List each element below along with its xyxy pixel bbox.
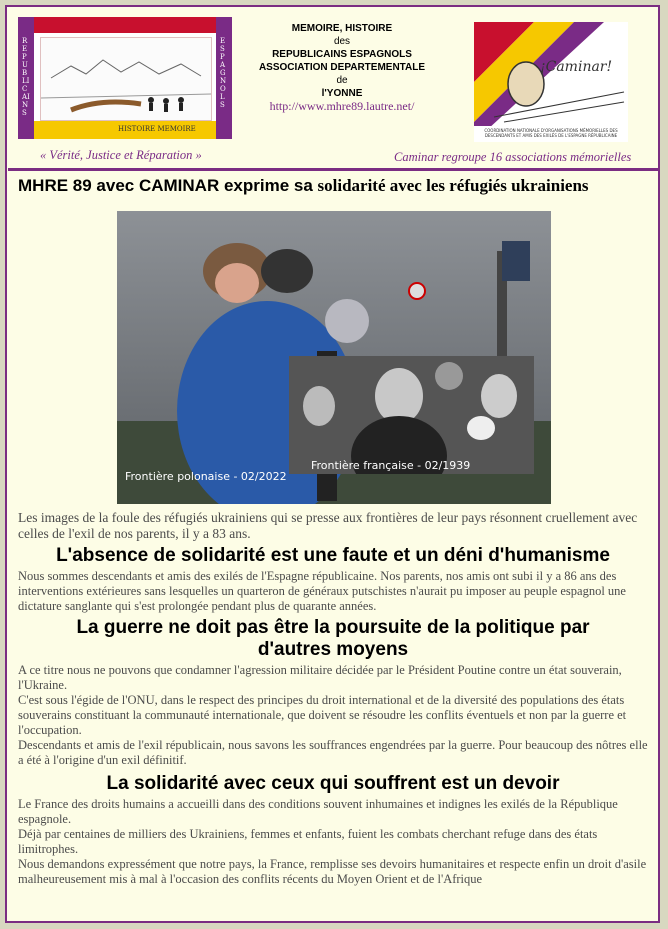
section-2-body [18, 663, 648, 768]
title-part-1: MHRE 89 avec CAMINAR exprime sa [18, 176, 318, 195]
refugees-photo [117, 211, 551, 504]
caminar-logo [474, 22, 628, 142]
header-line-2: des [333, 36, 351, 47]
caption-poland: Frontière polonaise - 02/2022 [125, 470, 287, 483]
section-3-heading: La solidarité avec ceux qui souffrent est un devoir [106, 773, 560, 794]
section-2-paragraph-3: Descendants et amis de l'exil républicain, nous savons les souffrances engendrées par la guerre. Pour beaucoup des nôtres elle a été à l'origine d'un exil définitif. [18, 738, 648, 767]
section-1-heading: L'absence de solidarité est une faute et un déni d'humanisme [56, 545, 610, 566]
motto: « Vérité, Justice et Réparation » [40, 148, 202, 162]
caminar-small-text: COORDINATION NATIONALE D'ORGANISATIONS MÉMORIELLES DES DESCENDANTS ET AMIS DES EXILÉS DE L'ESPAGNE RÉPUBLICAINE [484, 128, 618, 138]
page-title [18, 176, 658, 196]
historic-inset-photo [289, 356, 534, 474]
website-link[interactable]: http://www.mhre89.lautre.net/ [269, 99, 415, 113]
exile-drawing-icon [40, 37, 212, 121]
association-header [242, 22, 442, 114]
header-line-4: ASSOCIATION DEPARTEMENTALE [258, 62, 426, 73]
caminar-caption: Caminar regroupe 16 associations mémorielles [394, 150, 632, 164]
caminar-logo-text: ¡Caminar! [540, 59, 613, 75]
section-2-heading-line-1: La guerre ne doit pas être la poursuite de la politique par [76, 617, 590, 638]
section-2-heading [18, 617, 648, 661]
logo-text-left: REPUBLICAINS [22, 37, 30, 117]
lead-paragraph: Les images de la foule des réfugiés ukrainiens qui se presse aux frontières de leur pays résonnent cruellement avec celles de l'exil de nos parents, il y a 83 ans. [18, 510, 638, 541]
section-2-paragraph-1: A ce titre nous ne pouvons que condamner l'agression militaire décidée par le Président Poutine contre un état souverain, l'Ukraine. [18, 663, 622, 692]
section-3-paragraph-1: Le France des droits humains a accueilli dans des conditions souvent inhumaines et indignes les exilés de la République espagnole. [18, 797, 618, 826]
header-line-3: REPUBLICAINS ESPAGNOLS [272, 49, 412, 60]
header-line-5: de [336, 75, 348, 86]
header-divider [8, 168, 658, 171]
caption-france: Frontière française - 02/1939 [311, 459, 471, 472]
title-part-2: solidarité avec les réfugiés ukrainiens [317, 176, 589, 195]
mhre-logo [18, 17, 232, 139]
caminar-flag-icon [474, 22, 628, 142]
section-3-body [18, 797, 648, 887]
section-2-paragraph-2: C'est sous l'égide de l'ONU, dans le respect des principes du droit international et de la diversité des populations des états souverains constituant la communauté internationale, que doivent se résoudre les conflits éventuels et non par la guerre et l'occupation. [18, 693, 627, 737]
logo-text-right: ESPAGNOLS [220, 37, 227, 109]
section-2-heading-line-2: d'autres moyens [257, 639, 409, 660]
header-line-6: l'YONNE [321, 88, 363, 99]
logo-text-bottom: HISTOIRE MEMOIRE [118, 125, 196, 133]
section-1-text: Nous sommes descendants et amis des exilés de l'Espagne républicaine. Nos parents, nos amis ont subi il y a 86 ans des interventions extérieures sans lesquelles un quarteron de généraux putschistes n'aurait pu imposer au peuple espagnol une dictature sanglante qui s'est prolongée pendant plus de quarante années. [18, 569, 626, 613]
header-line-1: MEMOIRE, HISTOIRE [291, 23, 393, 34]
section-3-paragraph-3: Nous demandons expressément que notre pays, la France, remplisse ses devoirs humanitaires et respecte enfin un droit d'asile malheureusement mis à mal à l'occasion des conflits récents du Moyen Orient et de l'Afrique [18, 857, 647, 886]
section-3-paragraph-2: Déjà par centaines de milliers des Ukrainiens, femmes et enfants, fuient les combats cherchant refuge dans des états limitrophes. [18, 827, 598, 856]
